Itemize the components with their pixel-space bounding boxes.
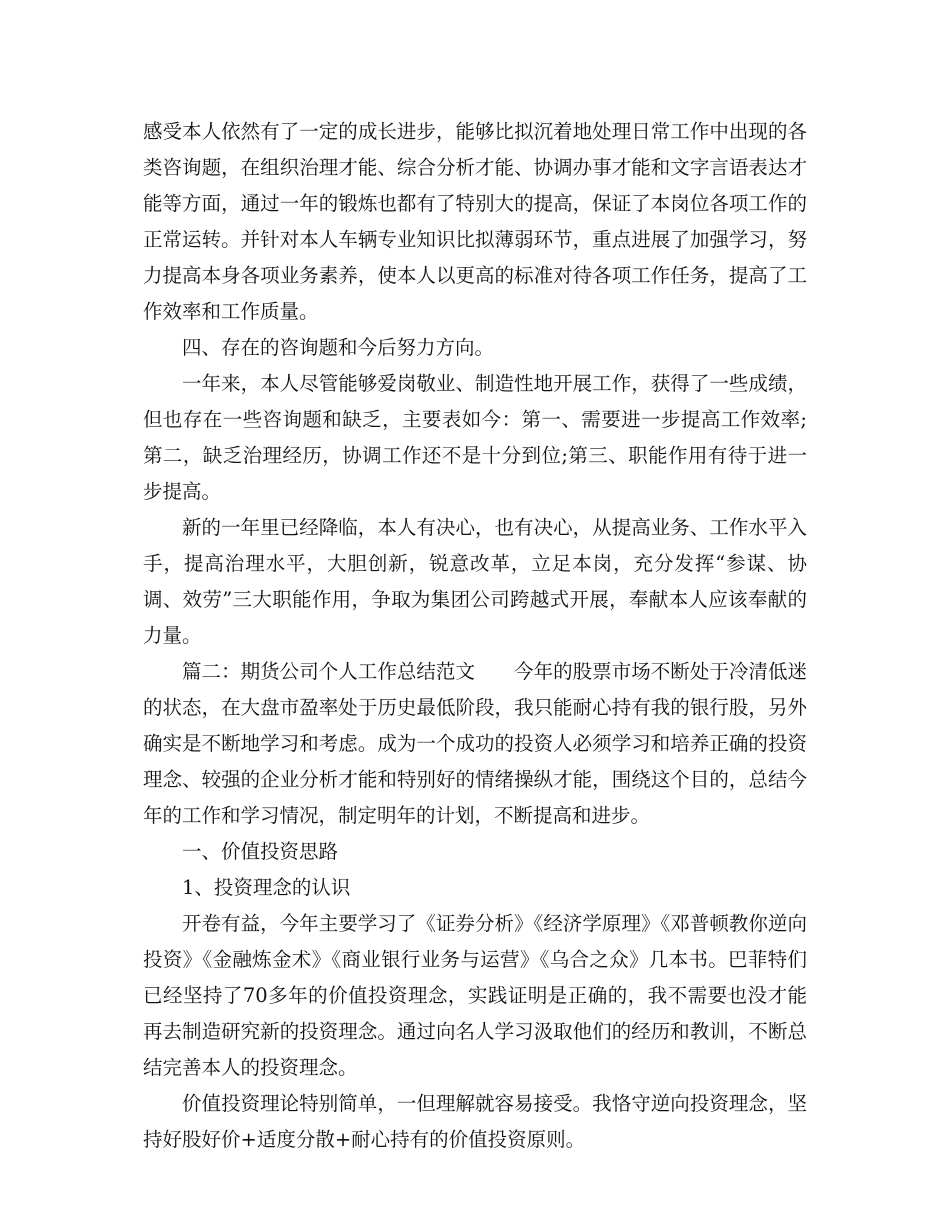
document-body — [143, 114, 807, 1158]
section-heading-value-investing: 一、价值投资思路 — [182, 840, 339, 863]
paragraph-6: 价值投资理论特别简单，一但理解就容易接受。我恪守逆向投资理念，坚持好股好价+适度分散+耐心持有的价值投资原则。 — [143, 1092, 807, 1151]
subsection-heading-1: 1、投资理念的认识 — [182, 876, 351, 899]
paragraph-2: 一年来，本人尽管能够爱岗敬业、制造性地开展工作，获得了一些成绩，但也存在一些咨询题和缺乏，主要表如今：第一、需要进一步提高工作效率;第二，缺乏治理经历，协调工作还不是十分到位;第三、职能作用有待于进一步提高。 — [143, 372, 807, 503]
paragraph-5: 开卷有益，今年主要学习了《证券分析》《经济学原理》《邓普顿教你逆向投资》《金融炼金术》《商业银行业务与运营》《乌合之众》几本书。巴菲特们已经坚持了70多年的价值投资理念，实践证明是正确的，我不需要也没才能再去制造研究新的投资理念。通过向名人学习汲取他们的经历和教训，不断总结完善本人的投资理念。 — [143, 912, 807, 1079]
paragraph-4: 篇二：期货公司个人工作总结范文 今年的股票市场不断处于冷清低迷的状态，在大盘市盈率处于历史最低阶段，我只能耐心持有我的银行股，另外确实是不断地学习和考虑。成为一个成功的投资人必须学习和培养正确的投资理念、较强的企业分析才能和特别好的情绪操纵才能，围绕这个目的，总结今年的工作和学习情况，制定明年的计划，不断提高和进步。 — [143, 660, 807, 827]
paragraph-3: 新的一年里已经降临，本人有决心，也有决心，从提高业务、工作水平入手，提高治理水平，大胆创新，锐意改革，立足本岗，充分发挥“参谋、协调、效劳”三大职能作用，争取为集团公司跨越式开展，奉献本人应该奉献的力量。 — [143, 516, 807, 647]
section-heading-4: 四、存在的咨询题和今后努力方向。 — [182, 336, 495, 359]
paragraph-1: 感受本人依然有了一定的成长进步，能够比拟沉着地处理日常工作中出现的各类咨询题，在组织治理才能、综合分析才能、协调办事才能和文字言语表达才能等方面，通过一年的锻炼也都有了特别大的提高，保证了本岗位各项工作的正常运转。并针对本人车辆专业知识比拟薄弱环节，重点进展了加强学习，努力提高本身各项业务素养，使本人以更高的标准对待各项工作任务，提高了工作效率和工作质量。 — [143, 120, 807, 323]
